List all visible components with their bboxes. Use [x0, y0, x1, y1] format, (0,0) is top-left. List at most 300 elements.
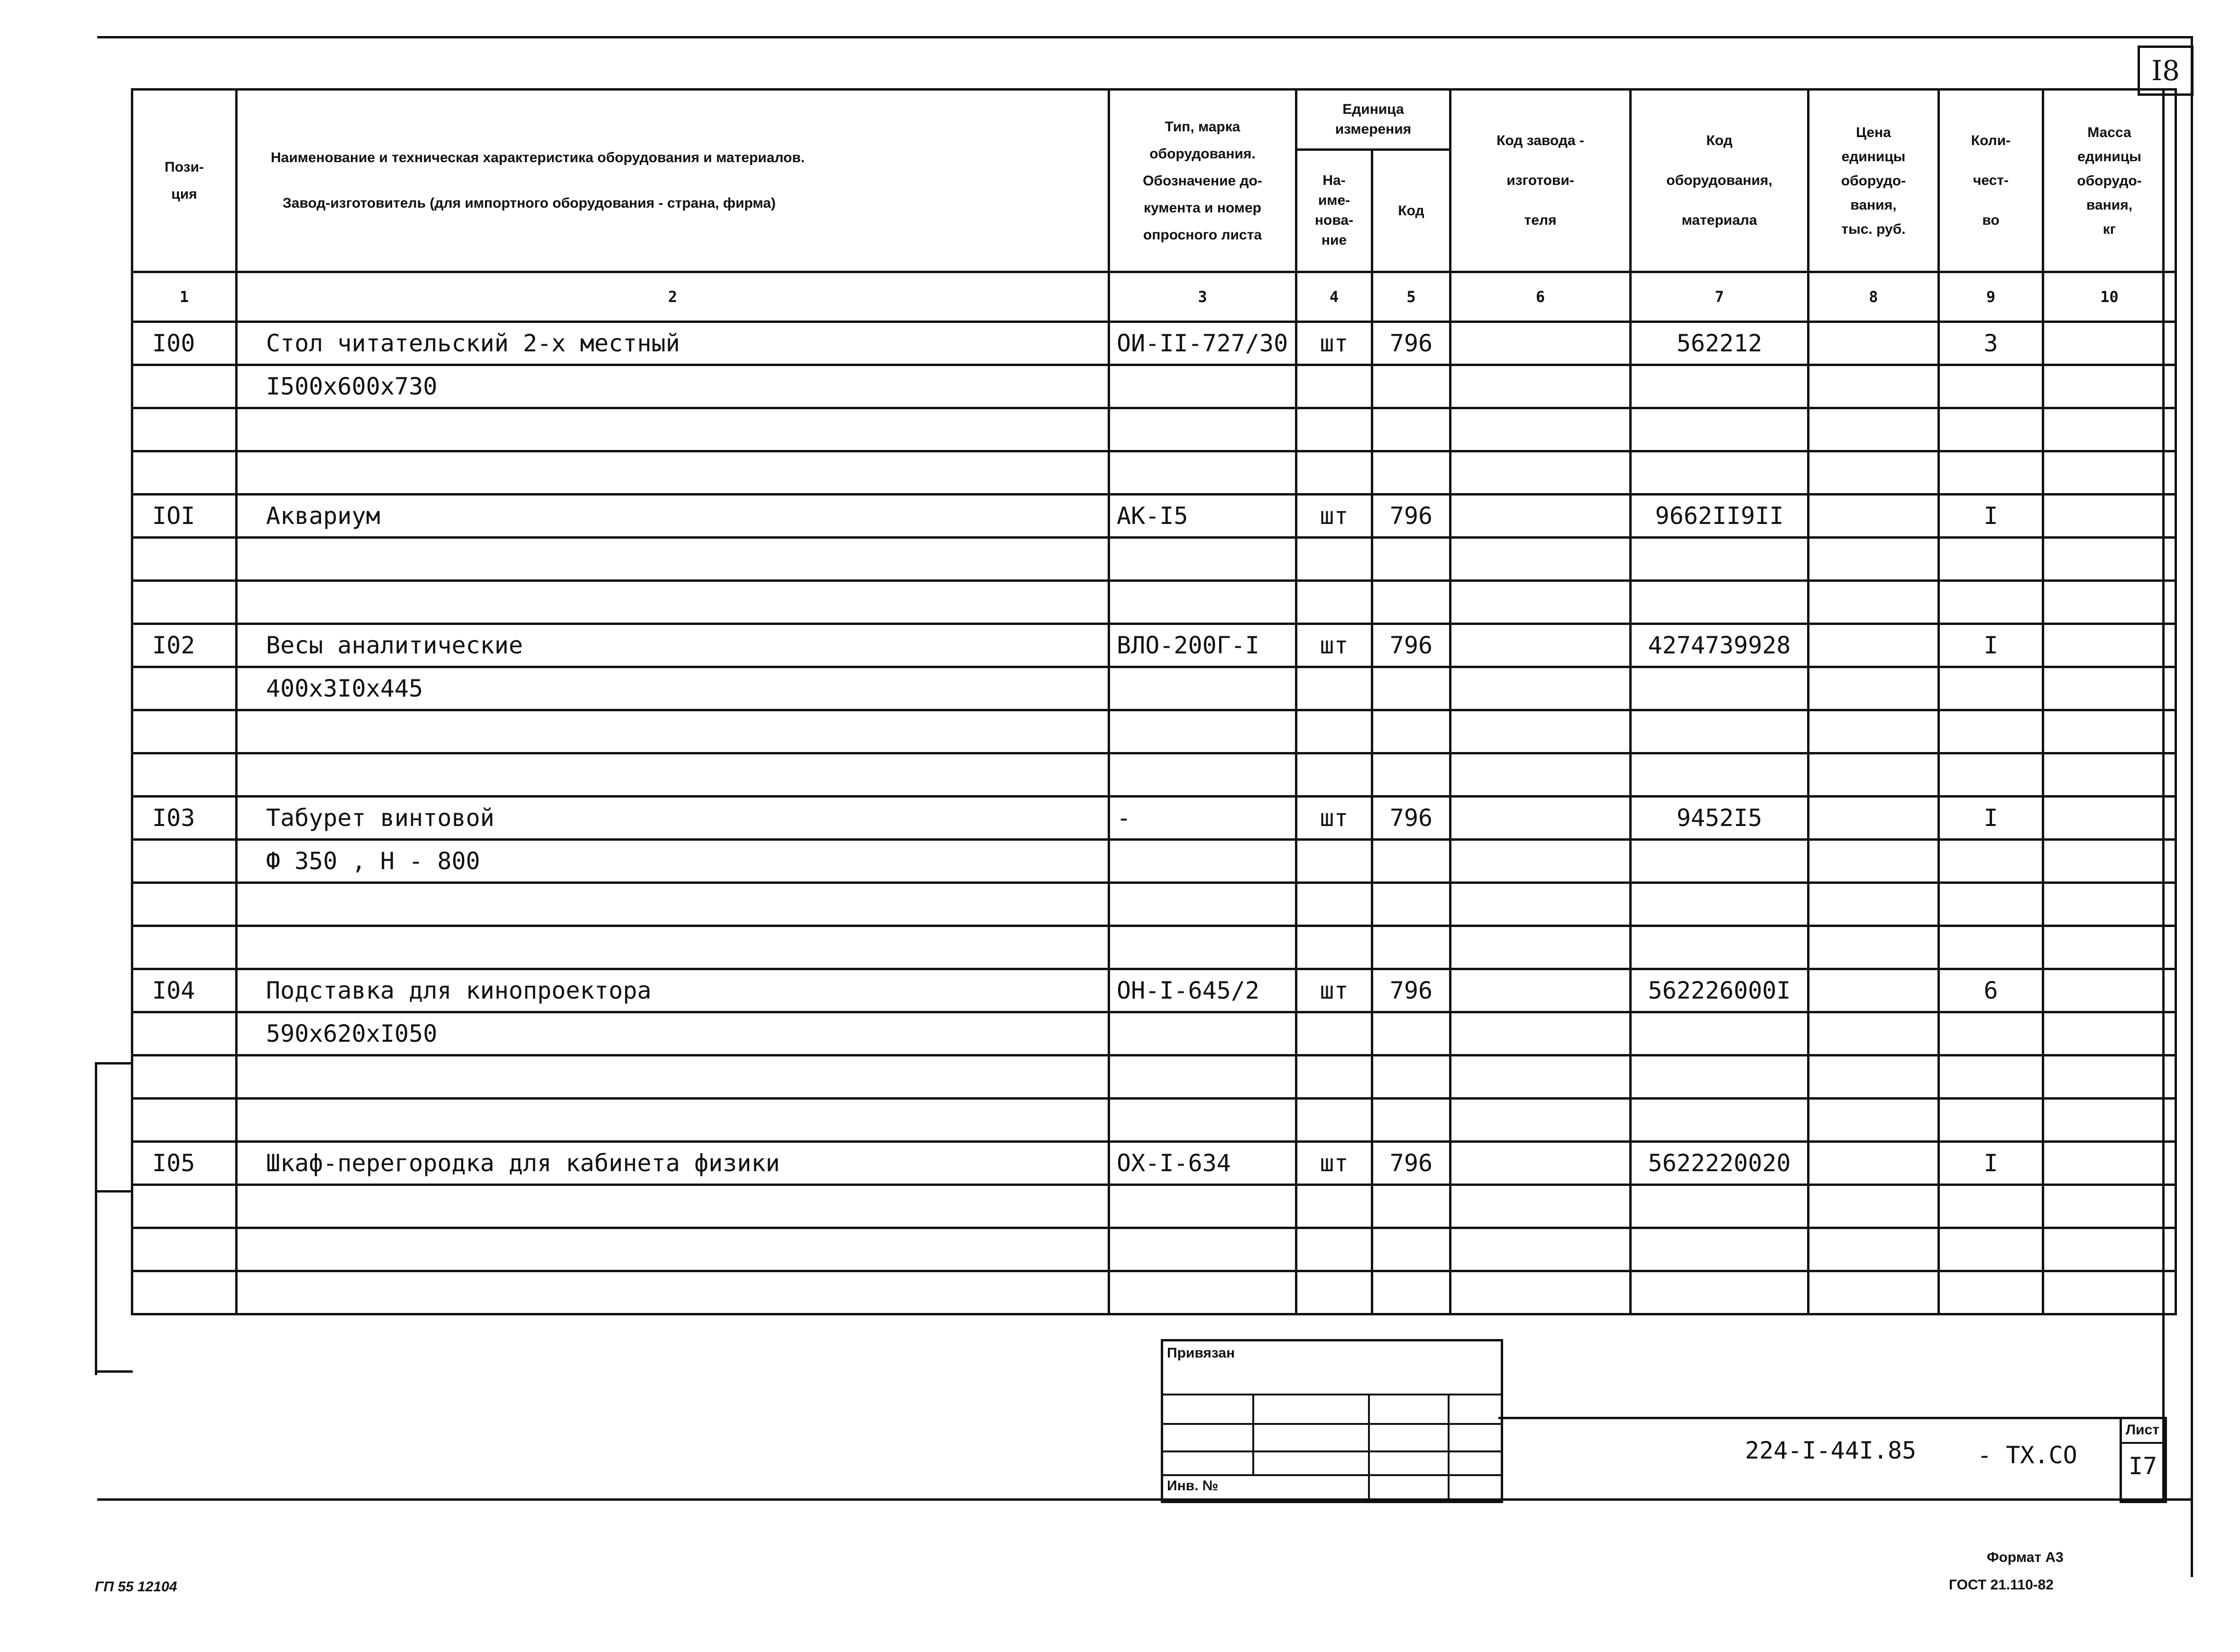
column-number: 5 [1372, 272, 1450, 322]
row-position: I02 [132, 624, 237, 667]
frame-right-line [2191, 36, 2193, 1577]
row-equipment-code: 562212 [1631, 322, 1809, 365]
row-mass [2043, 710, 2176, 753]
row-quantity: I [1939, 495, 2043, 538]
column-number: 6 [1450, 272, 1631, 322]
row-unit-code [1372, 1271, 1450, 1314]
row-unit-code [1372, 1185, 1450, 1228]
row-quantity [1939, 926, 2043, 969]
row-factory-code [1450, 581, 1631, 624]
column-number: 1 [132, 272, 237, 322]
table-row [132, 1142, 2176, 1185]
row-position [132, 840, 237, 883]
row-unit-name [1296, 408, 1372, 451]
row-price [1809, 1055, 1939, 1099]
sheet-box [2120, 1417, 2167, 1503]
row-quantity: I [1939, 1142, 2043, 1185]
row-unit-code [1372, 667, 1450, 710]
row-unit-name [1296, 710, 1372, 753]
header-factory-code: Код завода - изготови- теля [1450, 90, 1631, 272]
row-equipment-code [1631, 1055, 1809, 1099]
row-mass [2043, 1185, 2176, 1228]
row-unit-code [1372, 581, 1450, 624]
row-name: Ф 350 , Н - 800 [237, 840, 1109, 883]
row-mass [2043, 1099, 2176, 1142]
row-position: I04 [132, 969, 237, 1012]
row-quantity [1939, 1185, 2043, 1228]
row-factory-code [1450, 451, 1631, 495]
row-mass [2043, 495, 2176, 538]
row-name: Аквариум [237, 495, 1109, 538]
row-factory-code [1450, 495, 1631, 538]
header-unit-name: На- име- нова- ние [1296, 149, 1372, 272]
row-unit-code [1372, 1228, 1450, 1271]
row-factory-code [1450, 797, 1631, 840]
table-row [132, 1271, 2176, 1314]
column-number: 8 [1809, 272, 1939, 322]
title-block-top-line [1498, 1417, 2162, 1419]
row-mass [2043, 1271, 2176, 1314]
row-type: ОН-I-645/2 [1109, 969, 1296, 1012]
row-price [1809, 840, 1939, 883]
table-row [132, 322, 2176, 365]
row-position [132, 926, 237, 969]
footer-left-code: ГП 55 12104 [95, 1579, 177, 1595]
row-equipment-code [1631, 365, 1809, 408]
row-type [1109, 926, 1296, 969]
row-position [132, 365, 237, 408]
row-position [132, 1055, 237, 1099]
row-unit-name: шт [1296, 969, 1372, 1012]
row-factory-code [1450, 538, 1631, 581]
row-price [1809, 1271, 1939, 1314]
row-position: I00 [132, 322, 237, 365]
row-position [132, 408, 237, 451]
row-unit-code [1372, 1099, 1450, 1142]
table-row [132, 1012, 2176, 1055]
row-unit-name: шт [1296, 495, 1372, 538]
row-factory-code [1450, 926, 1631, 969]
sheet-number-top: I8 [2138, 46, 2194, 96]
row-position [132, 1185, 237, 1228]
row-type [1109, 1271, 1296, 1314]
row-factory-code [1450, 408, 1631, 451]
row-position [132, 1271, 237, 1314]
row-type [1109, 1012, 1296, 1055]
row-unit-code: 796 [1372, 969, 1450, 1012]
row-equipment-code [1631, 1012, 1809, 1055]
table-row [132, 840, 2176, 883]
row-type: АК-I5 [1109, 495, 1296, 538]
column-number: 7 [1631, 272, 1809, 322]
row-position [132, 753, 237, 797]
row-quantity [1939, 710, 2043, 753]
row-unit-code [1372, 365, 1450, 408]
row-factory-code [1450, 840, 1631, 883]
row-mass [2043, 969, 2176, 1012]
row-unit-code [1372, 840, 1450, 883]
row-mass [2043, 840, 2176, 883]
row-type [1109, 365, 1296, 408]
row-quantity [1939, 883, 2043, 926]
margin-tick-1 [95, 1062, 133, 1065]
row-equipment-code [1631, 538, 1809, 581]
row-type [1109, 840, 1296, 883]
row-price [1809, 797, 1939, 840]
sheet-value: I7 [2129, 1452, 2157, 1480]
frame-top-line [97, 36, 2193, 38]
row-unit-name [1296, 1012, 1372, 1055]
row-unit-name [1296, 451, 1372, 495]
row-quantity [1939, 581, 2043, 624]
row-unit-name [1296, 926, 1372, 969]
row-position [132, 1012, 237, 1055]
row-price [1809, 1142, 1939, 1185]
row-factory-code [1450, 1055, 1631, 1099]
binding-label: Привязан [1167, 1345, 1235, 1361]
row-price [1809, 1228, 1939, 1271]
row-equipment-code: 9452I5 [1631, 797, 1809, 840]
row-factory-code [1450, 1271, 1631, 1314]
row-unit-name [1296, 883, 1372, 926]
row-unit-name [1296, 1271, 1372, 1314]
row-price [1809, 969, 1939, 1012]
row-quantity [1939, 538, 2043, 581]
row-factory-code [1450, 1228, 1631, 1271]
row-price [1809, 710, 1939, 753]
row-factory-code [1450, 710, 1631, 753]
header-quantity: Коли- чест- во [1939, 90, 2043, 272]
row-quantity [1939, 1012, 2043, 1055]
column-number-row [132, 272, 2176, 322]
row-equipment-code [1631, 883, 1809, 926]
row-type [1109, 710, 1296, 753]
row-position [132, 710, 237, 753]
row-position [132, 581, 237, 624]
row-position [132, 883, 237, 926]
row-quantity: I [1939, 624, 2043, 667]
row-position: I03 [132, 797, 237, 840]
row-quantity: I [1939, 797, 2043, 840]
row-factory-code [1450, 1185, 1631, 1228]
row-type [1109, 667, 1296, 710]
table-row [132, 1055, 2176, 1099]
row-equipment-code [1631, 408, 1809, 451]
header-price: Цена единицы оборудо- вания, тыс. руб. [1809, 90, 1939, 272]
row-name [237, 1228, 1109, 1271]
row-factory-code [1450, 1099, 1631, 1142]
row-price [1809, 581, 1939, 624]
sheet-label: Лист [2126, 1422, 2159, 1438]
row-mass [2043, 753, 2176, 797]
row-name [237, 1271, 1109, 1314]
format-label: Формат А3 [1987, 1550, 2064, 1565]
column-number: 3 [1109, 272, 1296, 322]
table-row [132, 1228, 2176, 1271]
row-unit-code: 796 [1372, 624, 1450, 667]
row-position: I05 [132, 1142, 237, 1185]
row-factory-code [1450, 624, 1631, 667]
row-name [237, 1185, 1109, 1228]
table-row [132, 797, 2176, 840]
row-type [1109, 1099, 1296, 1142]
row-type [1109, 1228, 1296, 1271]
row-mass [2043, 667, 2176, 710]
table-row [132, 1099, 2176, 1142]
row-price [1809, 883, 1939, 926]
table-body [132, 322, 2176, 1314]
row-factory-code [1450, 1142, 1631, 1185]
table-row [132, 1185, 2176, 1228]
row-price [1809, 624, 1939, 667]
row-type: - [1109, 797, 1296, 840]
row-name: Табурет винтовой [237, 797, 1109, 840]
row-price [1809, 495, 1939, 538]
row-quantity [1939, 408, 2043, 451]
tb-line [1252, 1394, 1254, 1474]
document-code: 224-I-44I.85 [1745, 1437, 1917, 1464]
row-equipment-code [1631, 710, 1809, 753]
row-factory-code [1450, 753, 1631, 797]
row-price [1809, 1185, 1939, 1228]
row-equipment-code [1631, 581, 1809, 624]
row-name: Весы аналитические [237, 624, 1109, 667]
row-name: 590x620xI050 [237, 1012, 1109, 1055]
tb-line [1368, 1394, 1370, 1501]
row-type: ВЛО-200Г-I [1109, 624, 1296, 667]
row-price [1809, 365, 1939, 408]
row-mass [2043, 1055, 2176, 1099]
inventory-number-label: Инв. № [1167, 1478, 1219, 1494]
row-type: ОИ-II-727/30 [1109, 322, 1296, 365]
column-number: 2 [237, 272, 1109, 322]
row-position [132, 1099, 237, 1142]
row-equipment-code: 562226000I [1631, 969, 1809, 1012]
row-equipment-code [1631, 1271, 1809, 1314]
row-quantity [1939, 840, 2043, 883]
row-quantity [1939, 365, 2043, 408]
row-type [1109, 538, 1296, 581]
header-unit-group: Единица измерения [1296, 90, 1450, 150]
row-unit-code [1372, 710, 1450, 753]
row-price [1809, 667, 1939, 710]
row-quantity [1939, 1271, 2043, 1314]
frame-bottom-line [97, 1498, 2193, 1501]
row-mass [2043, 797, 2176, 840]
row-unit-name: шт [1296, 322, 1372, 365]
row-equipment-code [1631, 1185, 1809, 1228]
row-equipment-code [1631, 667, 1809, 710]
specification-table [131, 88, 2177, 1315]
row-type [1109, 451, 1296, 495]
row-price [1809, 538, 1939, 581]
tb-line [1163, 1474, 1501, 1476]
row-unit-name [1296, 1185, 1372, 1228]
row-equipment-code: 5622220020 [1631, 1142, 1809, 1185]
row-mass [2043, 1142, 2176, 1185]
row-mass [2043, 365, 2176, 408]
row-unit-name [1296, 667, 1372, 710]
row-unit-code: 796 [1372, 797, 1450, 840]
row-position [132, 667, 237, 710]
row-name: Стол читательский 2-х местный [237, 322, 1109, 365]
row-name [237, 538, 1109, 581]
row-name [237, 408, 1109, 451]
row-unit-code: 796 [1372, 495, 1450, 538]
row-mass [2043, 624, 2176, 667]
row-unit-code [1372, 926, 1450, 969]
row-name [237, 926, 1109, 969]
row-name [237, 710, 1109, 753]
row-position: IOI [132, 495, 237, 538]
row-quantity [1939, 753, 2043, 797]
table-row [132, 451, 2176, 495]
row-mass [2043, 538, 2176, 581]
table-row [132, 408, 2176, 451]
row-equipment-code [1631, 840, 1809, 883]
row-name: Шкаф-перегородка для кабинета физики [237, 1142, 1109, 1185]
row-equipment-code [1631, 753, 1809, 797]
row-price [1809, 926, 1939, 969]
row-unit-name [1296, 1099, 1372, 1142]
row-unit-name [1296, 753, 1372, 797]
table-row [132, 969, 2176, 1012]
row-unit-name [1296, 581, 1372, 624]
tb-line [1163, 1394, 1501, 1395]
row-name [237, 451, 1109, 495]
row-position [132, 451, 237, 495]
header-name: Наименование и техническая характеристика оборудования и материалов. Завод-изготовитель (для импортного оборудования - страна, фирма) [237, 90, 1109, 272]
table-row [132, 667, 2176, 710]
table-row [132, 538, 2176, 581]
row-price [1809, 451, 1939, 495]
row-name: Подставка для кинопроектора [237, 969, 1109, 1012]
header-row [132, 90, 2176, 150]
row-unit-code [1372, 451, 1450, 495]
column-number: 9 [1939, 272, 2043, 322]
table-row [132, 495, 2176, 538]
row-quantity: 3 [1939, 322, 2043, 365]
row-mass [2043, 883, 2176, 926]
row-unit-code [1372, 883, 1450, 926]
row-unit-code: 796 [1372, 1142, 1450, 1185]
row-name [237, 753, 1109, 797]
row-factory-code [1450, 365, 1631, 408]
row-mass [2043, 581, 2176, 624]
tb-line [1448, 1394, 1450, 1501]
row-equipment-code [1631, 451, 1809, 495]
row-unit-code [1372, 753, 1450, 797]
row-name: 400x3I0x445 [237, 667, 1109, 710]
row-equipment-code [1631, 1228, 1809, 1271]
row-type [1109, 883, 1296, 926]
row-factory-code [1450, 1012, 1631, 1055]
row-unit-code [1372, 1055, 1450, 1099]
column-number: 10 [2043, 272, 2176, 322]
row-unit-code [1372, 538, 1450, 581]
row-unit-name: шт [1296, 797, 1372, 840]
table-row [132, 753, 2176, 797]
row-equipment-code [1631, 1099, 1809, 1142]
header-unit-code: Код [1372, 149, 1450, 272]
row-factory-code [1450, 667, 1631, 710]
gost-label: ГОСТ 21.110-82 [1949, 1577, 2054, 1593]
row-mass [2043, 1228, 2176, 1271]
row-quantity [1939, 1228, 2043, 1271]
table-row [132, 624, 2176, 667]
row-name [237, 581, 1109, 624]
row-unit-code [1372, 408, 1450, 451]
row-equipment-code: 4274739928 [1631, 624, 1809, 667]
header-mass: Масса единицы оборудо- вания, кг [2043, 90, 2176, 272]
row-unit-name [1296, 538, 1372, 581]
title-block-binding [1161, 1339, 1503, 1503]
row-quantity [1939, 1099, 2043, 1142]
row-unit-name [1296, 365, 1372, 408]
row-type [1109, 1055, 1296, 1099]
row-factory-code [1450, 969, 1631, 1012]
tb-line [1163, 1423, 1501, 1425]
row-price [1809, 408, 1939, 451]
row-position [132, 1228, 237, 1271]
margin-vertical [95, 1062, 97, 1375]
row-mass [2043, 408, 2176, 451]
row-name: I500x600x730 [237, 365, 1109, 408]
tb-line [1163, 1450, 1501, 1452]
row-mass [2043, 926, 2176, 969]
tb-line [2122, 1442, 2165, 1444]
header-type: Тип, марка оборудования. Обозначение до- кумента и номер опросного листа [1109, 90, 1296, 272]
row-unit-code: 796 [1372, 322, 1450, 365]
document-suffix: - ТХ.СО [1977, 1441, 2077, 1469]
row-mass [2043, 1012, 2176, 1055]
row-factory-code [1450, 322, 1631, 365]
row-equipment-code [1631, 926, 1809, 969]
row-mass [2043, 451, 2176, 495]
row-type [1109, 753, 1296, 797]
row-quantity [1939, 1055, 2043, 1099]
row-unit-name [1296, 1055, 1372, 1099]
table-row [132, 883, 2176, 926]
row-type: ОХ-I-634 [1109, 1142, 1296, 1185]
margin-tick-2 [95, 1190, 133, 1193]
row-unit-code [1372, 1012, 1450, 1055]
row-quantity [1939, 451, 2043, 495]
header-equipment-code: Код оборудования, материала [1631, 90, 1809, 272]
header-position: Пози- ция [132, 90, 237, 272]
table-row [132, 710, 2176, 753]
row-type [1109, 581, 1296, 624]
row-name [237, 1099, 1109, 1142]
table-row [132, 365, 2176, 408]
row-unit-name: шт [1296, 624, 1372, 667]
row-price [1809, 753, 1939, 797]
row-quantity: 6 [1939, 969, 2043, 1012]
row-unit-name: шт [1296, 1142, 1372, 1185]
row-position [132, 538, 237, 581]
row-name [237, 1055, 1109, 1099]
margin-tick-3 [95, 1370, 133, 1373]
row-factory-code [1450, 883, 1631, 926]
table-row [132, 926, 2176, 969]
row-unit-name [1296, 1228, 1372, 1271]
table-row [132, 581, 2176, 624]
row-mass [2043, 322, 2176, 365]
row-price [1809, 1099, 1939, 1142]
row-name [237, 883, 1109, 926]
row-type [1109, 408, 1296, 451]
row-price [1809, 1012, 1939, 1055]
